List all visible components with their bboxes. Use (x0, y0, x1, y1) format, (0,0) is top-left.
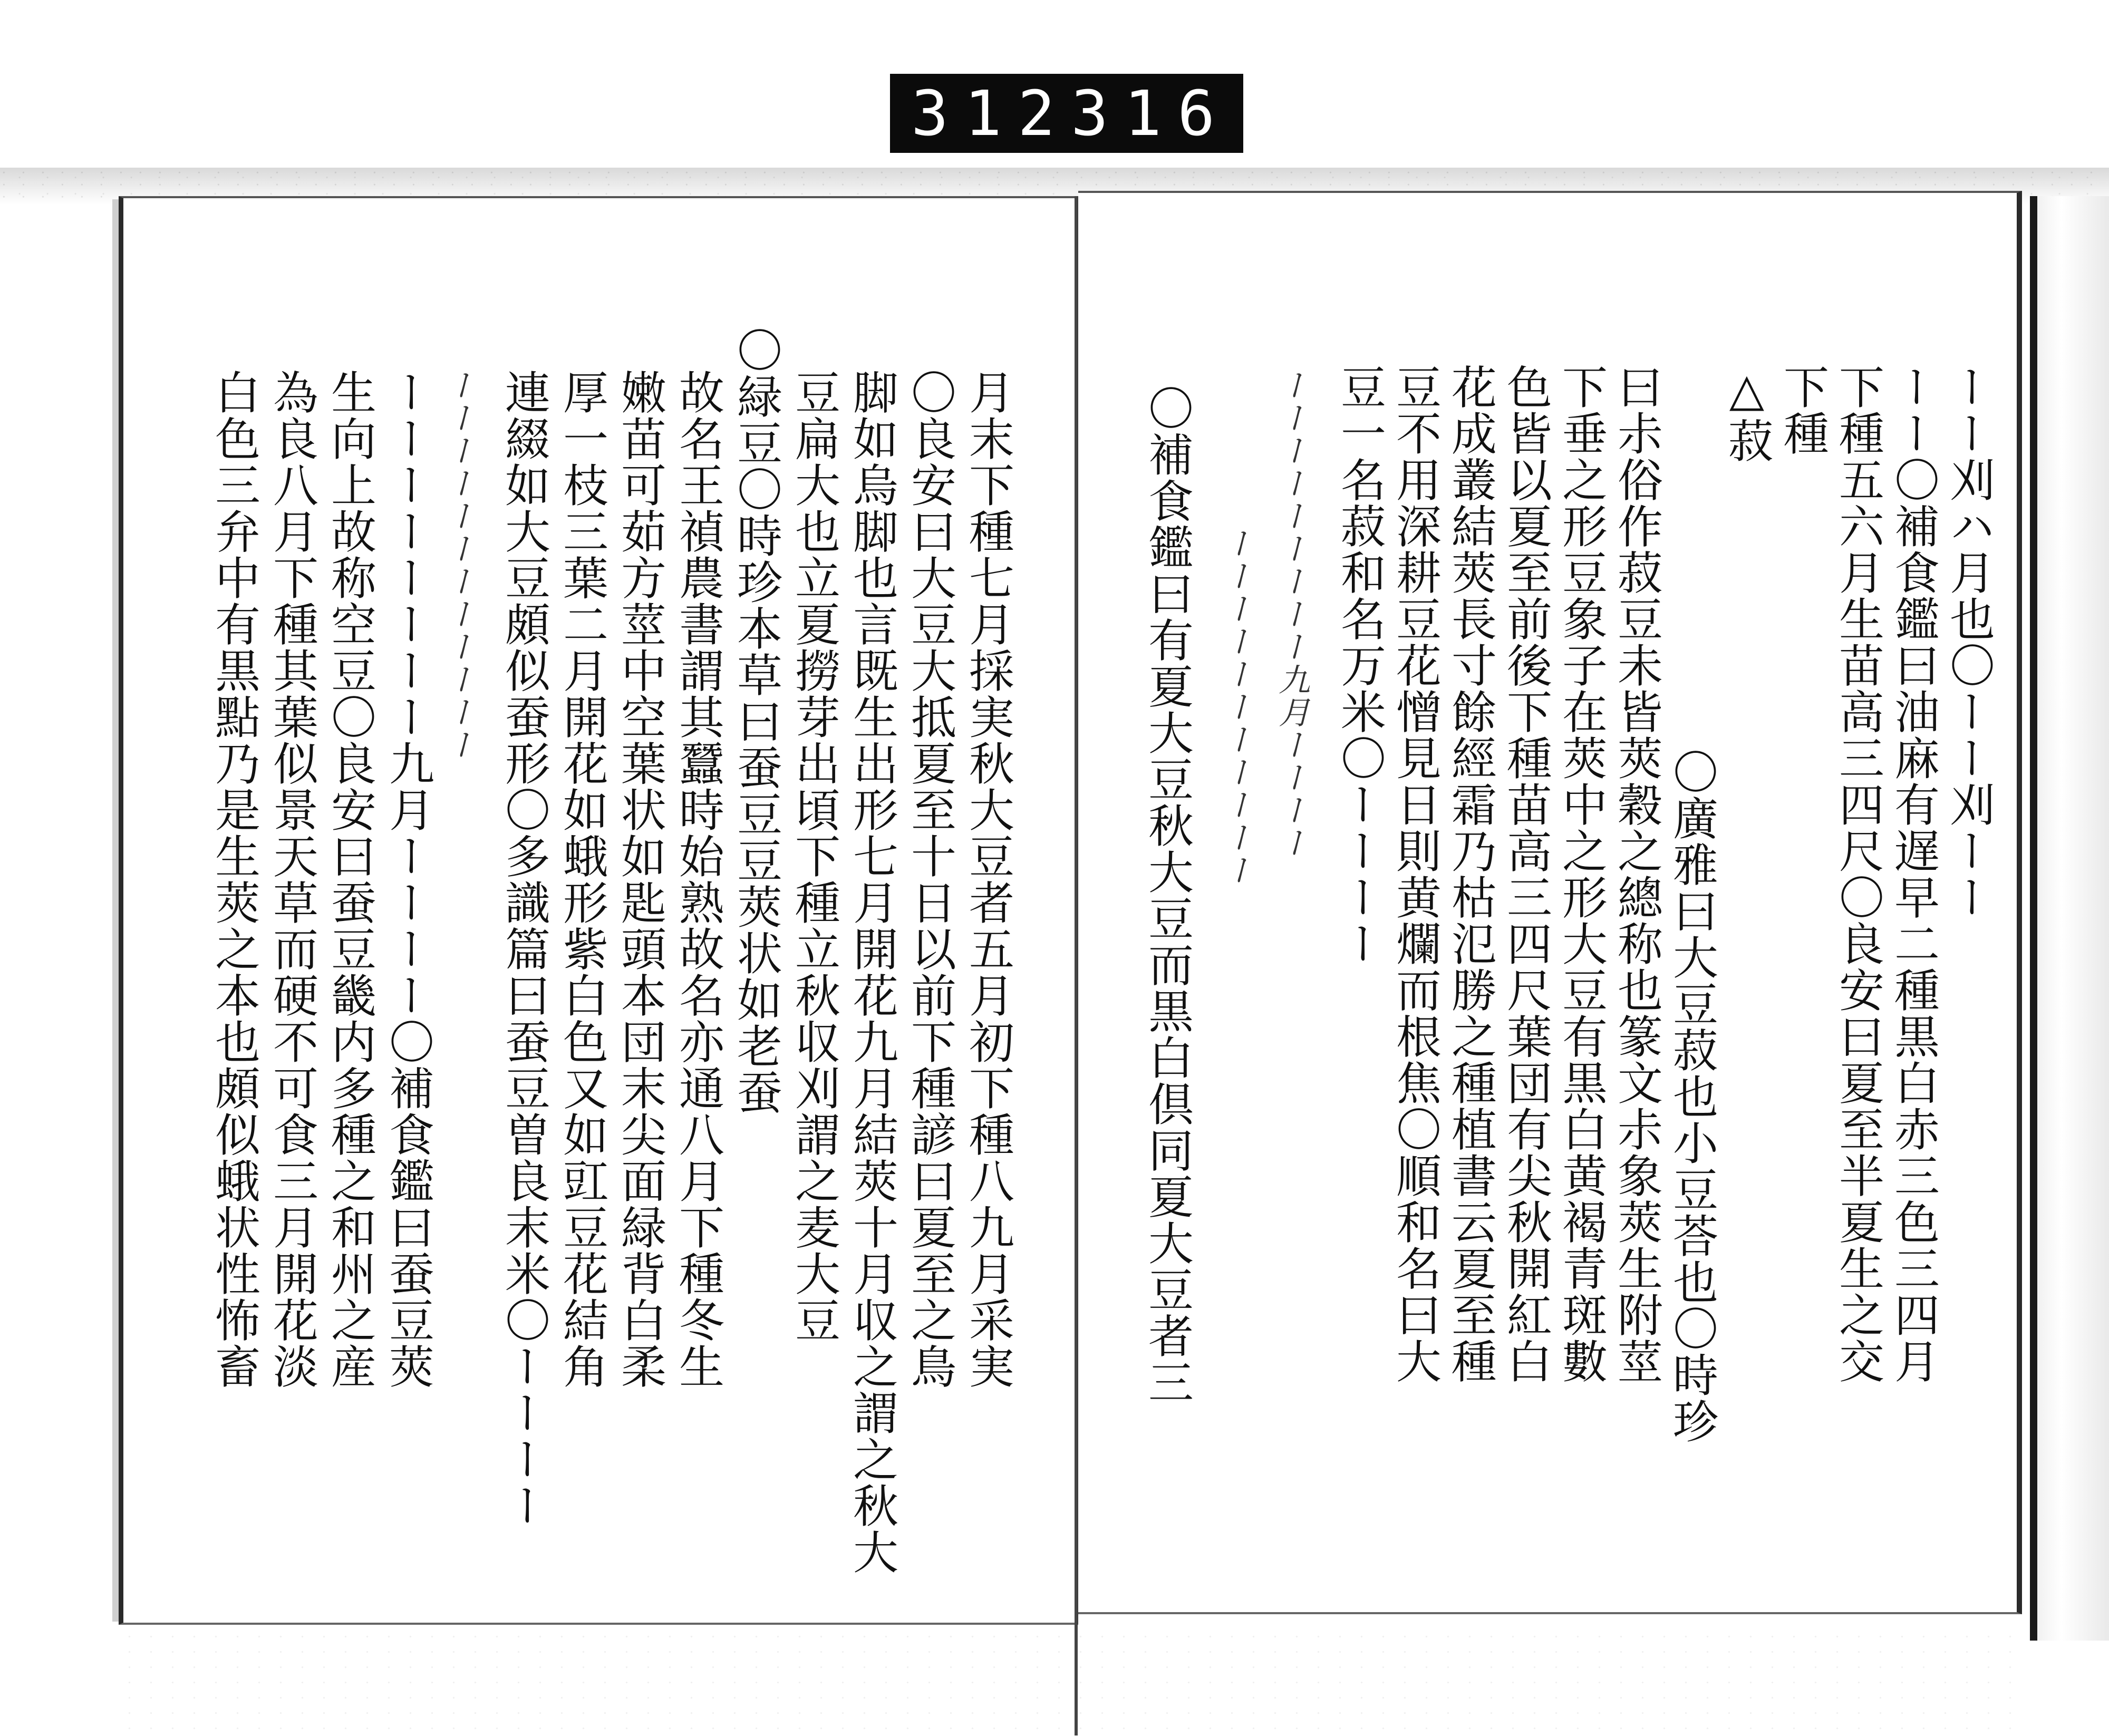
text-column: 白色三弁中有黒點乃是生莢之本也頗似蛾状性怖畜 (207, 369, 260, 1390)
text-column: 故名王禎農書謂其蠶時始熟故名亦通八月下種冬生 (671, 369, 724, 1390)
text-column: 豆扁大也立夏撈芽出頃下種立秋収刈謂之麦大豆 (787, 369, 840, 1343)
handwritten-note-column: ーーーーーーーーーーー (1218, 527, 1255, 887)
text-column: 下種五六月生苗高三四尺〇良安曰夏至半夏生之交 (1831, 364, 1884, 1384)
text-column: 花成叢結莢長寸餘經霜乃枯氾勝之種植書云夏至種 (1444, 364, 1496, 1384)
text-column: 〇緑豆〇時珍本草曰蚕豆豆莢状如老蚕 (729, 327, 782, 1116)
text-column: ーー〇補食鑑曰油麻有遅早二種黒白赤三色三四月 (1887, 364, 1939, 1384)
text-column: 為良八月下種其葉似景天草而硬不可食三月開花淡 (265, 369, 318, 1390)
book-spine (1075, 196, 1078, 1735)
text-column: 豆一名菽和名万米〇ーーーー (1333, 364, 1386, 967)
page-edge-stack (2030, 196, 2109, 1641)
text-column: 〇良安曰大豆大抵夏至十日以前下種諺曰夏至之鳥 (903, 369, 956, 1390)
frame-number-label (890, 74, 1284, 153)
frame-number-right: 316. (1071, 77, 1284, 150)
handwritten-note-column: ーーーーーーーーー九月ーーーー (1273, 369, 1310, 859)
text-column: ーー刈ハ月也〇ーー刈ーー (1942, 364, 1995, 920)
text-column: 曰尗俗作菽豆未皆莢穀之總称也篆文尗象莢生附莖 (1610, 364, 1662, 1384)
text-column: 下垂之形豆象子在莢中之形大豆有黒白黄褐青斑數 (1554, 364, 1607, 1384)
text-column: 月末下種七月採実秋大豆者五月初下種八九月采実 (961, 369, 1014, 1390)
text-column: ーーーーーーーー九月ーーーー〇補食鑑曰蚕豆莢 (381, 369, 434, 1390)
text-column: 脚如烏脚也言既生出形七月開花九月結莢十月収之謂之秋大 (845, 369, 898, 1575)
text-column: 豆不用深耕豆花憎見日則黄爛而根焦〇順和名曰大 (1388, 364, 1441, 1384)
frame-number-left: 312 (911, 77, 1071, 150)
text-column: △菽 (1720, 364, 1773, 464)
text-column: 〇廣雅曰大豆菽也小豆荅也〇時珍 (1665, 749, 1718, 1444)
text-column: 色皆以夏至前後下種苗高三四尺葉団有尖秋開紅白 (1499, 364, 1552, 1384)
text-column: 嫩苗可茹方莖中空葉状如匙頭本団末尖面緑背白柔 (613, 369, 666, 1390)
text-column: 生向上故称空豆〇良安曰蚕豆畿内多種之和州之産 (323, 369, 376, 1390)
text-column: 連綴如大豆頗似蚕形〇多識篇曰蚕豆曽良末米〇ーーーー (497, 369, 550, 1529)
text-column: 〇補食鑑曰有夏大豆秋大豆而黒白倶同夏大豆者三 (1140, 385, 1193, 1405)
scan-bottom-band (119, 1629, 2030, 1729)
text-column: 厚一枝三葉二月開花如蛾形紫白色又如豇豆花結角 (555, 369, 608, 1390)
handwritten-note-column: ーーーーーーーーーーーー (440, 369, 477, 761)
text-column: 下種 (1776, 364, 1829, 457)
